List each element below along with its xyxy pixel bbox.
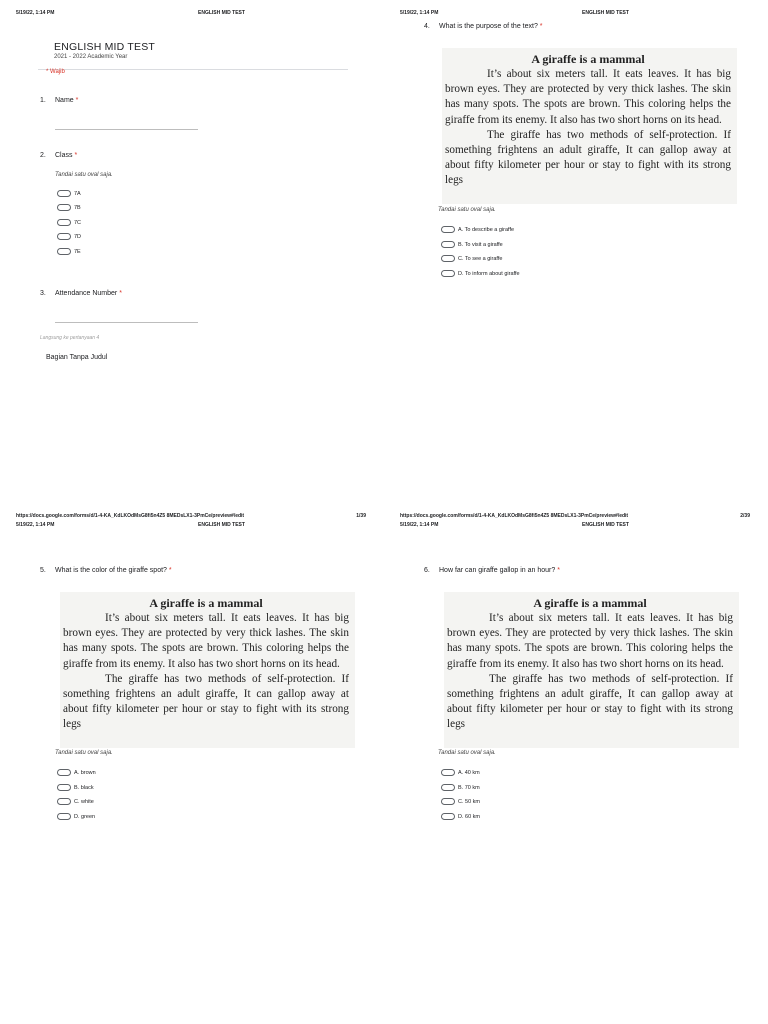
option-label: 7E: [74, 248, 81, 255]
question-hint: Tandai satu oval saja.: [438, 750, 496, 756]
answer-option[interactable]: [441, 798, 480, 805]
question-label: Attendance Number: [55, 290, 118, 297]
radio-oval-icon[interactable]: [57, 248, 71, 255]
question-attendance: [40, 290, 122, 297]
radio-oval-icon[interactable]: [441, 226, 455, 233]
radio-oval-icon[interactable]: [57, 813, 71, 820]
option-label: C. 50 km: [458, 798, 481, 805]
answer-option[interactable]: [441, 255, 502, 262]
question-label: What is the color of the giraffe spot?: [55, 567, 167, 574]
option-label: D. 60 km: [458, 813, 481, 820]
radio-oval-icon[interactable]: [57, 233, 71, 240]
header-timestamp: 5/19/22, 1:14 PM: [16, 10, 55, 16]
footer-url: https://docs.google.com/forms/d/1-4-KA_KdLKOdMsG8fi5n4Z5 8MEDsLX1-3PmCe/preview#/edit: [400, 513, 629, 519]
option-label: A. brown: [74, 769, 96, 776]
question-number: 2.: [40, 152, 46, 159]
radio-oval-icon[interactable]: [57, 784, 71, 791]
question-label: Class: [55, 152, 73, 159]
radio-oval-icon[interactable]: [441, 270, 455, 277]
passage-title: A giraffe is a mammal: [531, 52, 645, 66]
option-label: 7D: [74, 233, 82, 240]
option-label: B. black: [74, 784, 94, 791]
radio-oval-icon[interactable]: [441, 813, 455, 820]
radio-oval-icon[interactable]: [57, 798, 71, 805]
required-asterisk: *: [557, 567, 560, 574]
option-label: B. 70 km: [458, 784, 480, 791]
question-number: 4.: [424, 23, 430, 30]
required-asterisk: *: [74, 152, 78, 159]
answer-option[interactable]: [57, 769, 96, 776]
title-divider: [38, 69, 348, 70]
answer-option[interactable]: [441, 226, 514, 233]
form-title: ENGLISH MID TEST: [54, 41, 156, 53]
page-4: [384, 512, 768, 1024]
section-jump-note: Langsung ke pertanyaan 4: [40, 335, 100, 341]
passage-image: [442, 48, 737, 204]
class-option[interactable]: [57, 248, 81, 255]
header-title: ENGLISH MID TEST: [582, 10, 629, 16]
class-option[interactable]: [57, 233, 81, 240]
question-hint: Tandai satu oval saja.: [55, 172, 113, 178]
question-name: [40, 97, 78, 104]
question-number: 5.: [40, 567, 46, 574]
radio-oval-icon[interactable]: [57, 219, 71, 226]
option-label: 7B: [74, 204, 81, 211]
class-option[interactable]: [57, 204, 81, 211]
question-number: 6.: [424, 567, 430, 574]
header-timestamp: 5/19/22, 1:14 PM: [400, 10, 439, 16]
passage-paragraph-2: The giraffe has two methods of self-protection. If something frightens an adult giraffe, It can gallop away at about fifty kilometer per hour or stay to fight with its strong legs: [63, 672, 349, 731]
option-label: D. To inform about giraffe: [458, 270, 520, 277]
required-asterisk: *: [75, 97, 79, 104]
question-label: How far can giraffe gallop in an hour?: [439, 567, 556, 574]
radio-oval-icon[interactable]: [441, 798, 455, 805]
answer-option[interactable]: [57, 798, 94, 805]
option-label: A. 40 km: [458, 769, 480, 776]
question-hint: Tandai satu oval saja.: [55, 750, 113, 756]
passage-title: A giraffe is a mammal: [149, 596, 263, 610]
class-option[interactable]: [57, 190, 81, 197]
answer-option[interactable]: [57, 813, 95, 820]
section-title: Bagian Tanpa Judul: [46, 354, 108, 361]
header-title: ENGLISH MID TEST: [198, 522, 245, 528]
answer-option[interactable]: [441, 813, 480, 820]
radio-oval-icon[interactable]: [57, 769, 71, 776]
answer-option[interactable]: [441, 784, 480, 791]
radio-oval-icon[interactable]: [441, 784, 455, 791]
form-subtitle: 2021 - 2022 Academic Year: [54, 54, 128, 60]
passage-paragraph-2: The giraffe has two methods of self-protection. If something frightens an adult giraffe, It can gallop away at about fifty kilometer per hour or stay to fight with its strong legs: [447, 672, 733, 731]
option-label: C. To see a giraffe: [458, 255, 503, 262]
option-label: D. green: [74, 813, 96, 820]
question-label: What is the purpose of the text?: [439, 23, 538, 30]
class-option[interactable]: [57, 219, 81, 226]
page-1: [0, 0, 384, 519]
passage-paragraph-1: It’s about six meters tall. It eats leaves. It has big brown eyes. They are protected by very thick lashes. The skin has many spots. The spots are brown. This coloring helps the giraffe from its enemy. It also has two short horns on its head.: [63, 612, 349, 670]
name-input[interactable]: [55, 129, 198, 130]
required-asterisk: *: [119, 290, 122, 297]
header-timestamp: 5/19/22, 1:14 PM: [400, 522, 439, 528]
header-title: ENGLISH MID TEST: [582, 522, 629, 528]
radio-oval-icon[interactable]: [441, 255, 455, 262]
question-number: 1.: [40, 97, 46, 104]
answer-option[interactable]: [57, 784, 94, 791]
page-2: [384, 0, 768, 519]
attendance-input[interactable]: [55, 322, 198, 323]
question-purpose: [424, 23, 543, 30]
question-gallop-speed: [424, 567, 560, 574]
passage-paragraph-2: The giraffe has two methods of self-protection. If something frightens an adult giraffe, It can gallop away at about fifty kilometer per hour or stay to fight with its strong legs: [445, 128, 731, 187]
answer-option[interactable]: [441, 241, 503, 248]
option-label: C. white: [74, 798, 94, 805]
footer-page-number: 2/39: [740, 513, 750, 519]
question-hint: Tandai satu oval saja.: [438, 207, 496, 213]
radio-oval-icon[interactable]: [441, 769, 455, 776]
answer-option[interactable]: [441, 769, 480, 776]
passage-image: [444, 592, 739, 748]
passage-title: A giraffe is a mammal: [533, 596, 647, 610]
passage-paragraph-1: It’s about six meters tall. It eats leaves. It has big brown eyes. They are protected by very thick lashes. The skin has many spots. The spots are brown. This coloring helps the giraffe from its enemy. It also has two short horns on its head.: [445, 68, 731, 126]
option-label: A. To describe a giraffe: [458, 226, 515, 233]
question-spot-color: [40, 567, 172, 574]
option-label: 7C: [74, 219, 82, 226]
footer-page-number: 1/39: [356, 513, 366, 519]
required-asterisk: *: [168, 567, 172, 574]
radio-oval-icon[interactable]: [57, 190, 71, 197]
option-label: B. To visit a giraffe: [458, 241, 503, 248]
header-timestamp: 5/19/22, 1:14 PM: [16, 522, 55, 528]
passage-paragraph-1: It’s about six meters tall. It eats leaves. It has big brown eyes. They are protected by very thick lashes. The skin has many spots. The spots are brown. This coloring helps the giraffe from its enemy. It also has two short horns on its head.: [447, 612, 733, 670]
question-class: [40, 152, 77, 159]
required-note: * Wajib: [46, 69, 65, 75]
footer-url: https://docs.google.com/forms/d/1-4-KA_KdLKOdMsG8fi5n4Z5 8MEDsLX1-3PmCe/preview#/edit: [16, 513, 245, 519]
header-title: ENGLISH MID TEST: [198, 10, 245, 16]
question-number: 3.: [40, 290, 46, 297]
answer-option[interactable]: [441, 270, 520, 277]
required-asterisk: *: [539, 23, 543, 30]
page-3: [0, 512, 384, 1024]
radio-oval-icon[interactable]: [441, 241, 455, 248]
question-label: Name: [55, 97, 74, 104]
radio-oval-icon[interactable]: [57, 204, 71, 211]
option-label: 7A: [74, 190, 81, 197]
passage-image: [60, 592, 355, 748]
